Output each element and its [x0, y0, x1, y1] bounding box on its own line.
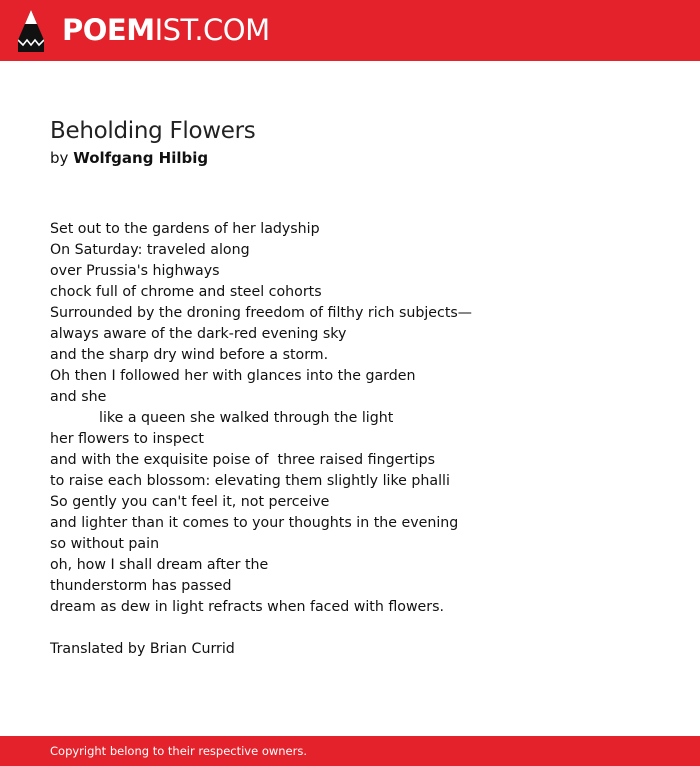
- logo-bold-text: POEM: [62, 13, 155, 47]
- poem-line: so without pain: [50, 536, 160, 552]
- poem-line: So gently you can't feel it, not perceive: [50, 494, 330, 510]
- poem-heading: [50, 116, 670, 168]
- poem-line: thunderstorm has passed: [50, 578, 232, 594]
- poem-line: Set out to the gardens of her ladyship: [50, 221, 320, 237]
- logo-light-text: IST.COM: [154, 13, 270, 47]
- poem-line: oh, how I shall dream after the: [50, 557, 269, 573]
- poem-line-indented: like a queen she walked through the light: [99, 410, 394, 426]
- poem-line: and she: [50, 389, 107, 405]
- poem-line: and with the exquisite poise of three raised fingertips: [50, 452, 436, 468]
- poem-line: always aware of the dark-red evening sky: [50, 326, 347, 342]
- poem-line: On Saturday: traveled along: [50, 242, 250, 258]
- byline: [50, 148, 670, 168]
- site-header: [0, 0, 700, 61]
- poem-title: Beholding Flowers: [50, 118, 256, 144]
- poem-line: her flowers to inspect: [50, 431, 204, 447]
- author-name: Wolfgang Hilbig: [73, 149, 209, 167]
- copyright-notice: Copyright belong to their respective owners.: [50, 744, 308, 758]
- site-logo[interactable]: [62, 12, 270, 48]
- by-label: by: [50, 149, 69, 167]
- pencil-tip-icon[interactable]: [18, 10, 44, 52]
- poem-line: dream as dew in light refracts when faced with flowers.: [50, 599, 445, 615]
- poem-line: and lighter than it comes to your thoughts in the evening: [50, 515, 459, 531]
- poem-line: Surrounded by the droning freedom of filthy rich subjects—: [50, 305, 472, 321]
- translation-credit: Translated by Brian Currid: [50, 641, 235, 657]
- poem-line: to raise each blossom: elevating them slightly like phalli: [50, 473, 450, 489]
- site-footer: [0, 736, 700, 766]
- poem-body: [50, 219, 670, 618]
- poem-line: chock full of chrome and steel cohorts: [50, 284, 322, 300]
- poem-line: over Prussia's highways: [50, 263, 220, 279]
- poem-line: and the sharp dry wind before a storm.: [50, 347, 329, 363]
- poem-line: Oh then I followed her with glances into the garden: [50, 368, 416, 384]
